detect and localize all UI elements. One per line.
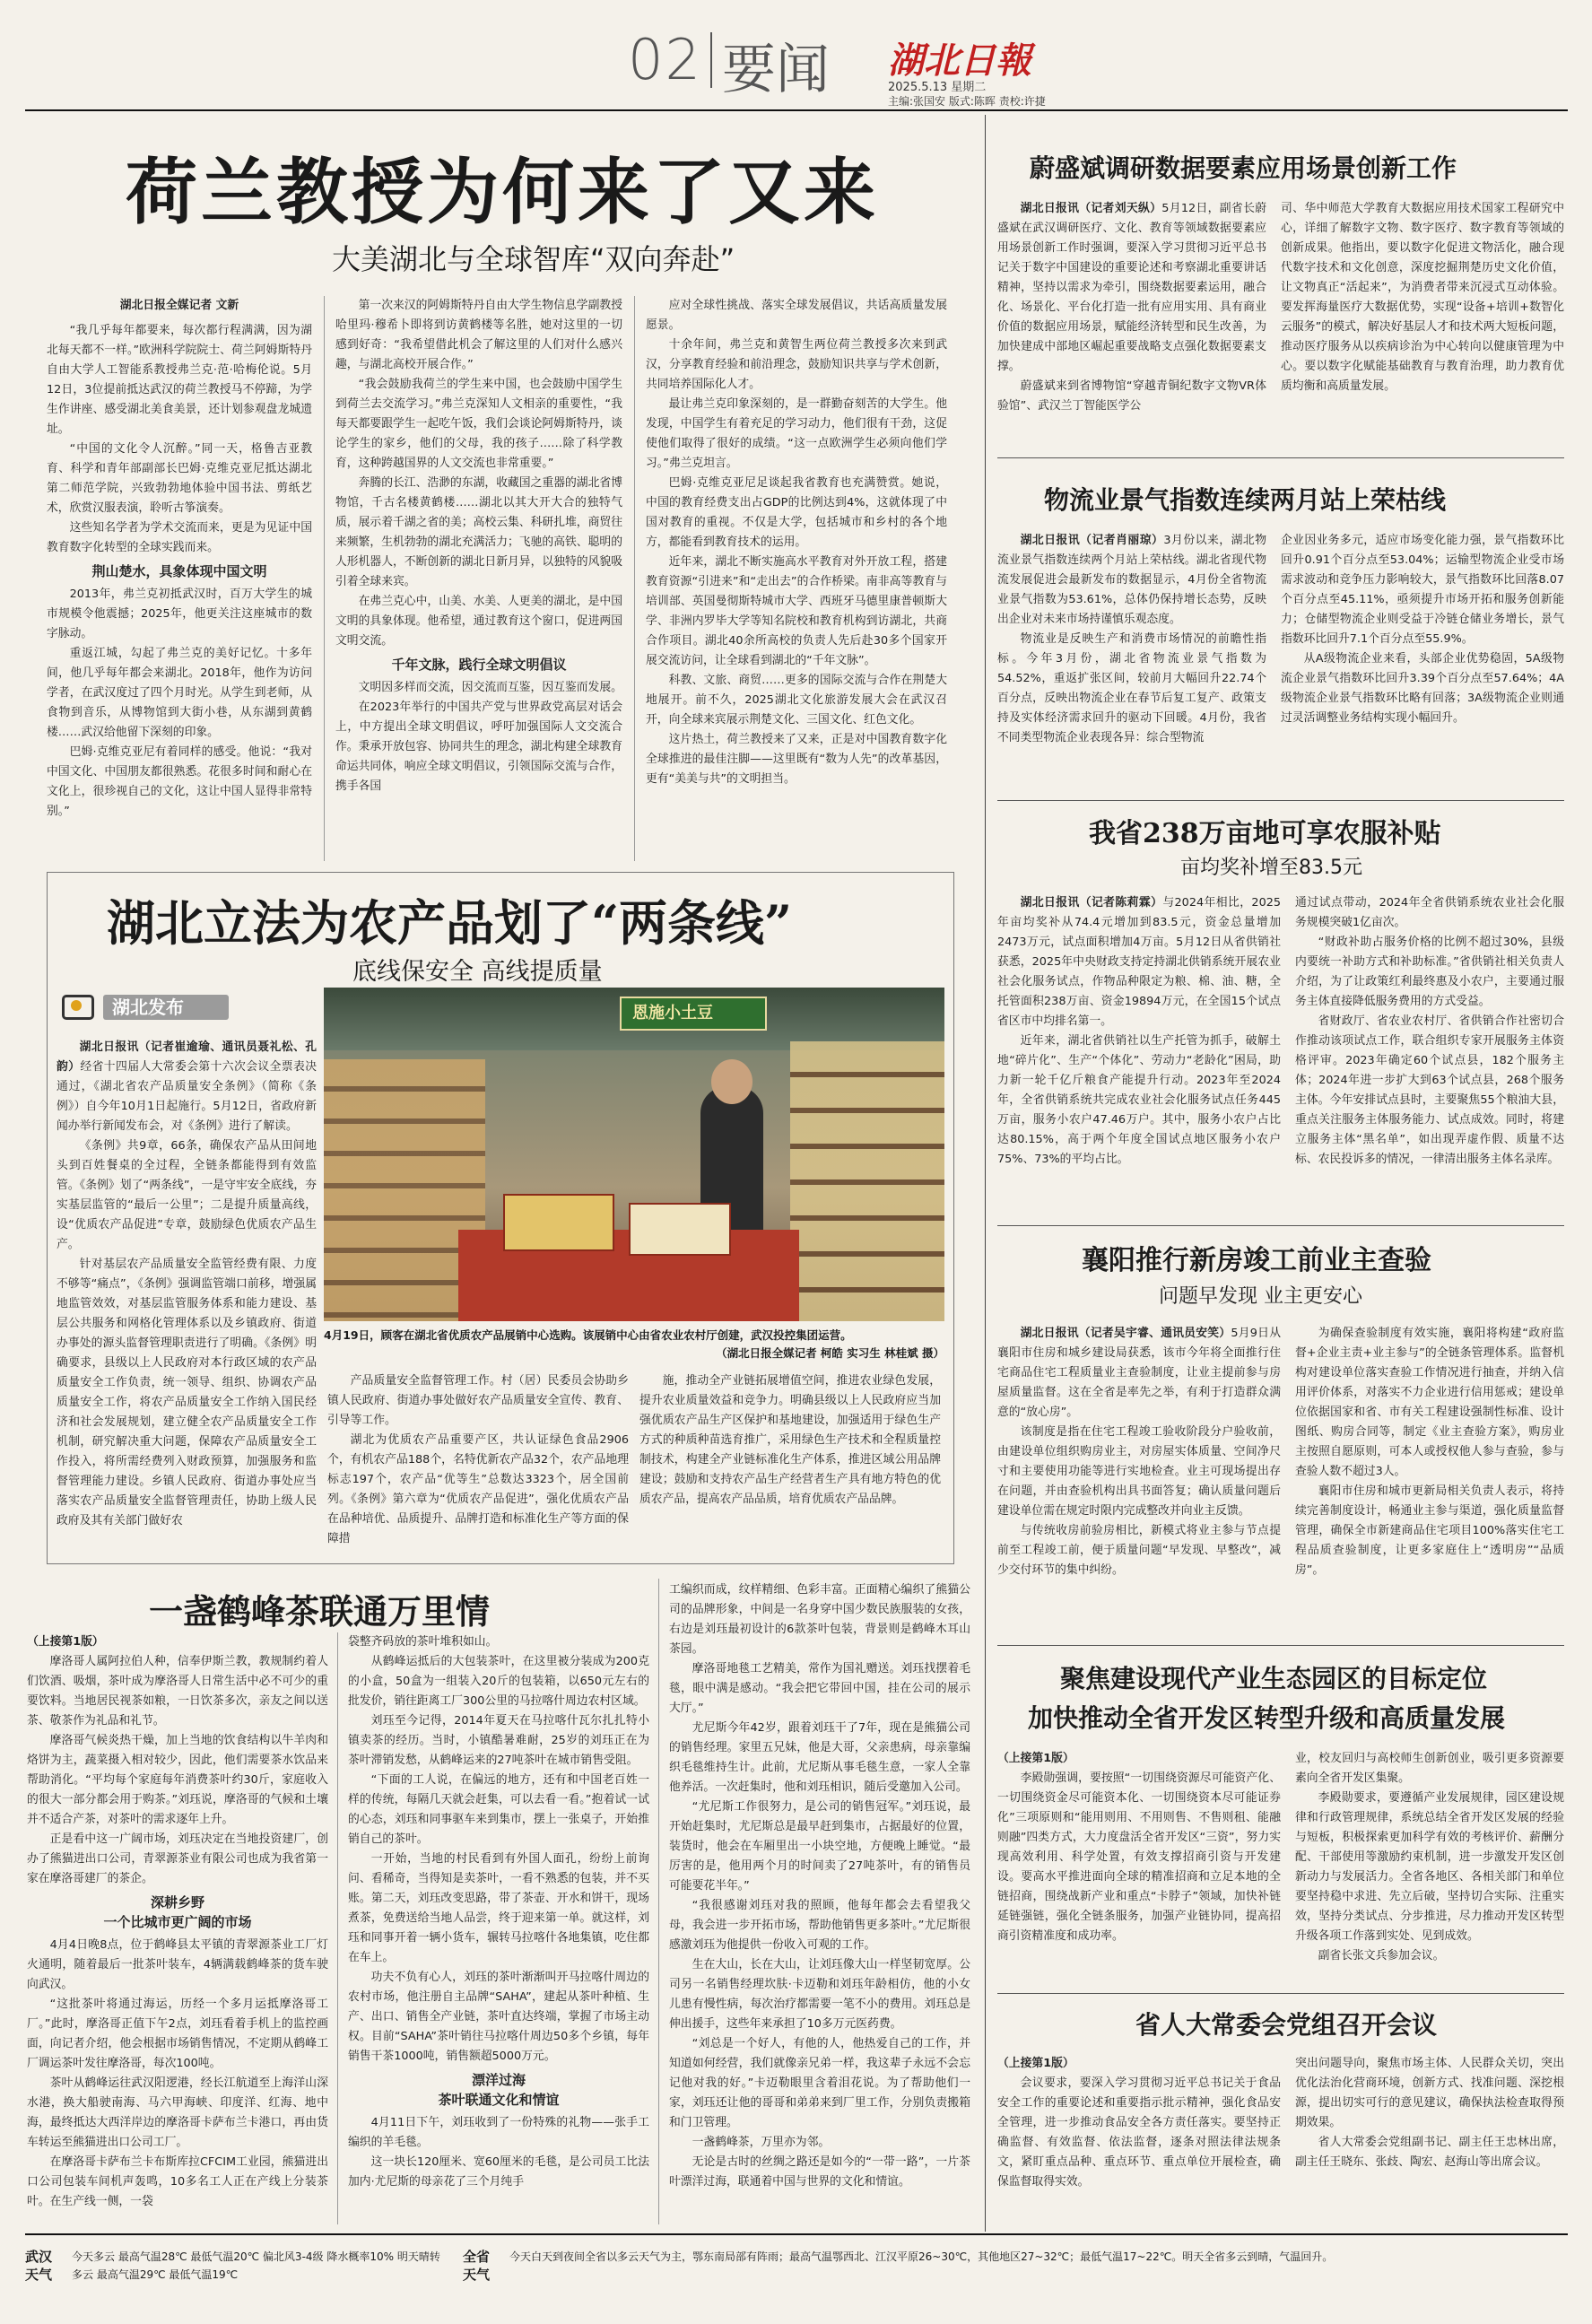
tea-paragraph: 刘珏至今记得，2014年夏天在马拉喀什瓦尔扎扎特小镇卖茶的经历。当时，小镇酷暑难耐，25岁的刘珏正在为茶叶滞销发愁，从鹤峰运来的27吨茶叶在城市销售受阻。 xyxy=(348,1714,649,1767)
continued-note: （上接第1版） xyxy=(997,1752,1074,1765)
lead-paragraph: 在弗兰克心中，山美、水美、人更美的湖北，是中国文明的具象体现。他希望，通过教育这个窗口，促进两国文明交流。 xyxy=(335,595,622,648)
tea-paragraph: 在摩洛哥卡萨布兰卡布斯库拉CFCIM工业园，熊猫进出口公司包装车间机声轰鸣，10多名工人正在产线上分装茶叶。在生产线一侧，一袋 xyxy=(27,2155,328,2208)
tea-col-rule xyxy=(337,1632,338,2224)
r5-title-line1: 聚焦建设现代产业生态园区的目标定位 xyxy=(1060,1664,1488,1693)
shelf-right xyxy=(790,1041,944,1321)
continued-note: （上接第1版） xyxy=(27,1635,104,1649)
law-column-2 xyxy=(327,1371,629,1556)
tea-subheading-a: 深耕乡野 xyxy=(150,1894,204,1911)
r2-column-1 xyxy=(997,531,1266,791)
r6-paragraph: 省人大常委会党组副书记、副主任王忠林出席，副主任王晓东、张歧、陶宏、赵海山等出席会议。 xyxy=(1295,2136,1564,2169)
r2-byline: 湖北日报讯（记者肖丽琼） xyxy=(1020,534,1164,547)
r4-paragraph: 该制度是指在住宅工程竣工验收阶段分户验收前，由建设单位组织购房业主，对房屋实体质量、空间净尺寸和主要使用功能等进行实地检查。业主可现场提出存在问题，并由查验机构出具书面答复；确认质量问题后建设单位需在规定时限内完成整改并向业主反馈。 xyxy=(997,1425,1281,1518)
lead-paragraph: 巴姆·克维克亚尼有着同样的感受。他说：“我对中国文化、中国朋友都很熟悉。花很多时间和耐心在文化上，很珍视自己的文化，这让中国人显得非常特别。” xyxy=(47,745,312,818)
law-subtitle: 底线保安全 高线提质量 xyxy=(352,958,603,986)
tea-paragraph: “刘总是一个好人，有他的人，他热爱自己的工作，并知道如何经营，我们就像亲兄弟一样，我这辈子永远不会忘记他对我的好。”卡迈勒眼里含着泪花说。为了帮助他们一家，刘珏还让他的哥哥和弟弟来到厂里工作，分别负责搬箱和门卫管理。 xyxy=(669,2037,970,2129)
tea-paragraph: 尤尼斯今年42岁，跟着刘珏干了7年，现在是熊猫公司的销售经理。家里五兄妹，他是大哥，父亲患病，母亲靠编织毛毯维持生计。此前，尤尼斯从事毛毯生意，一家人全靠他养活。一次赶集时，他和刘珏相识，随后受邀加入公司。 xyxy=(669,1721,970,1794)
r5-paragraph: 业，校友回归与高校师生创新创业，吸引更多资源要素向全省开发区集聚。 xyxy=(1295,1752,1564,1785)
lead-paragraph: 奔腾的长江、浩渺的东湖，收藏国之重器的湖北省博物馆，千古名楼黄鹤楼……湖北以其大开大合的独特气质，展示着千湖之省的美；高校云集、科研扎堆，商贸往来频繁，生机勃勃的湖北充满活力；飞驰的高铁、聪明的人形机器人，不断创新的湖北日新月异，以独特的风貌吸引着全球来宾。 xyxy=(335,476,622,588)
r4-column-1 xyxy=(997,1324,1281,1638)
r1-column-1 xyxy=(997,199,1266,448)
lead-paragraph: “中国的文化令人沉醉。”同一天，格鲁吉亚教育、科学和青年部副部长巴姆·克维克亚尼抵达湖北第二师范学院，兴致勃勃地体验中国书法、剪纸艺术，欣赏汉服表演，聆听古筝演奏。 xyxy=(47,442,312,515)
tea-paragraph: 从鹤峰运抵后的大包装茶叶，在这里被分装成为200克的小盒，50盒为一组装入20斤的包装箱，以650元左右的批发价，销往距离工厂300公里的马拉喀什周边农村区域。 xyxy=(348,1655,649,1708)
tea-title: 一盏鹤峰茶联通万里情 xyxy=(149,1591,491,1632)
r5-title-line2: 加快推动全省开发区转型升级和高质量发展 xyxy=(1028,1703,1506,1733)
r6-title: 省人大常委会党组召开会议 xyxy=(1135,2010,1438,2040)
r4-paragraph: 湖北日报讯（记者吴宇睿、通讯员安笑）5月9日从襄阳市住房和城乡建设局获悉，该市今年将全面推行住宅商品住宅工程质量业主查验制度，让业主提前参与房屋质量监督。这在全省是率先之举，有利于打造群众满意的“放心房”。 xyxy=(997,1327,1281,1419)
shopper-head xyxy=(711,1059,753,1104)
lead-paragraph: 近年来，湖北不断实施高水平教育对外开放工程，搭建教育资源“引进来”和“走出去”的合作桥梁。南非高等教育与培训部、英国曼彻斯特城市大学、西班牙马德里康普顿斯大学、非洲内罗毕大学等知名院校和教育机构到访湖北，共商合作项目。湖北40余所高校的负责人先后赴30多个国家开展交流访问，让全球看到湖北的“千年文脉”。 xyxy=(646,555,947,667)
tea-column-2 xyxy=(348,1632,649,2224)
lead-column-3 xyxy=(646,296,947,863)
lead-paragraph: 重返江城，勾起了弗兰克的美好记忆。十多年间，他几乎每年都会来湖北。2018年，他作为访问学者，在武汉度过了四个月时光。从学生到老师，从食物到音乐，从博物馆到大街小巷，从东湖到黄鹤楼……武汉给他留下深刻的印象。 xyxy=(47,647,312,739)
law-column-3 xyxy=(639,1371,941,1556)
r2-column-2 xyxy=(1281,531,1564,791)
r4-subtitle: 问题早发现 业主更安心 xyxy=(1159,1285,1362,1308)
lead-paragraph: “我几乎每年都要来，每次都行程满满，因为湖北每天都不一样。”欧洲科学院院士、荷兰阿姆斯特丹自由大学人工智能系教授弗兰克·范·哈梅伦说。5月12日，3位提前抵达武汉的荷兰教授马不停蹄，为学生作讲座、感受湖北美食美景，还计划参观盘龙城遗址。 xyxy=(47,324,312,436)
lead-column-2 xyxy=(335,296,622,863)
r5-paragraph: 李殿勋要求，要遵循产业发展规律，园区建设规律和行政管理规律，系统总结全省开发区发展的经验与短板，积极探索更加科学有效的考核评价、薪酬分配、干部使用等激励约束机制，进一步激发开发区创新动力与发展活力。全省各地区、各相关部门和单位要坚持稳中求进、先立后破，坚持切合实际、注重实效，坚持分类试点、分步推进，尽力推动开发区转型升级各项工作落到实处、见到成效。 xyxy=(1295,1791,1564,1943)
lead-paragraph: 2013年，弗兰克初抵武汉时，百万大学生的城市规模令他震撼；2025年，他更关注这座城市的数字脉动。 xyxy=(47,588,312,640)
tea-paragraph: 摩洛哥地毯工艺精美，常作为国礼赠送。刘珏找摆着毛毯，眼中满是感动。“我会把它带回中国，挂在公司的展示大厅。” xyxy=(669,1662,970,1715)
lead-subtitle: 大美湖北与全球智库“双向奔赴” xyxy=(332,242,735,276)
r5-column-2 xyxy=(1295,1749,1564,1988)
r2-rule xyxy=(997,800,1564,801)
lead-paragraph: 科教、文旅、商贸……更多的国际交流与合作在荆楚大地展开。前不久，2025湖北文化旅游发展大会在武汉召开，向全球来宾展示荆楚文化、三国文化、红色文化。 xyxy=(646,674,947,727)
r4-paragraph: 襄阳市住房和城市更新局相关负责人表示，将持续完善制度设计，畅通业主参与渠道，强化质量监督管理，确保全市新建商品住宅项目100%落实住宅工程品质查验制度，让更多家庭住上“透明房”“品质房”。 xyxy=(1295,1484,1564,1577)
lead-paragraph: 第一次来汉的阿姆斯特丹自由大学生物信息学副教授哈里玛·穆希卜即将到访黄鹤楼等名胜，她对这里的一切感到好奇：“我希望借此机会了解这里的人们对什么感兴趣，与湖北高校开展合作。” xyxy=(335,299,622,371)
r2-paragraph: 湖北日报讯（记者肖丽琼）3月份以来，湖北物流业景气指数连续两个月站上荣枯线。湖北省现代物流发展促进会最新发布的数据显示，4月份全省物流业景气指数为53.61%，总体仍保持增长态势，反映出企业对未来市场持谨慎乐观态度。 xyxy=(997,534,1266,626)
lead-paragraph: 这些知名学者为学术交流而来，更是为见证中国教育数字化转型的全球实践而来。 xyxy=(47,521,312,554)
r1-rule xyxy=(997,457,1564,458)
tea-paragraph: 摩洛哥人属阿拉伯人种，信奉伊斯兰教，教规制约着人们饮酒、吸烟，茶叶成为摩洛哥人日常生活中必不可少的重要饮料。当地居民视茶如粮，一日饮茶多次，亲友之间以送茶、敬茶作为礼品和礼节。 xyxy=(27,1655,328,1728)
r3-paragraph: 省财政厅、省农业农村厅、省供销合作社密切合作推动该项试点工作，联合组织专家开展服务主体资格评审。2023年确定60个试点县，182个服务主体；2024年进一步扩大到63个试点县，268个服务主体。今年安排试点县时，主要聚焦55个粮油大县，重点关注服务主体服务能力、试点成效。同时，将建立服务主体“黑名单”，如出现弄虚作假、质量不达标、农民投诉多的情况，一律清出服务主体名录库。 xyxy=(1295,1014,1564,1166)
lead-byline: 湖北日报全媒记者 文新 xyxy=(119,299,239,312)
gift-box xyxy=(629,1203,731,1256)
tea-paragraph: 一盏鹤峰茶，万里亦为邻。 xyxy=(692,2136,831,2149)
gift-box xyxy=(503,1194,614,1251)
lead-paragraph: “我会鼓励我荷兰的学生来中国，也会鼓励中国学生到荷兰去交流学习。”弗兰克深知人文相亲的重要性，“我每天都要跟学生一起吃午饭，我们会谈论阿姆斯特丹，谈论学生的家乡，他们的父母，我的孩子……除了科学教育，这种跨越国界的人文交流也非常重要。” xyxy=(335,378,622,470)
r3-paragraph: “财政补助占服务价格的比例不超过30%，县级内要统一补助方式和补助标准。”省供销社相关负责人介绍，为了让政策红利最终惠及小农户，主要通过服务主体直接降低服务费用的方式受益。 xyxy=(1295,936,1564,1008)
r2-title: 物流业景气指数连续两月站上荣枯线 xyxy=(1044,485,1447,515)
tea-paragraph: 4月4日晚8点，位于鹤峰县太平镇的青翠源茶业工厂灯火通明，随着最后一批茶叶装车，4辆满载鹤峰茶的货车驶向武汉。 xyxy=(27,1938,328,1991)
law-paragraph: 《条例》共9章，66条，确保农产品从田间地头到百姓餐桌的全过程，全链条都能得到有效监管。《条例》划了“两条线”，一是守牢安全底线，夯实基层监管的“最后一公里”；二是提升质量高线，设“优质农产品促进”专章，鼓励绿色优质农产品生产。 xyxy=(57,1139,317,1251)
law-paragraph: 湖北为优质农产品重要产区，共认证绿色食品2906个，有机农产品188个，名特优新农产品32个，农产品地理标志197个，农产品“优等生”总数达3323个，居全国前列。《条例》第六章为“优质农产品促进”，强化优质农产品在品种培优、品质提升、品牌打造和标准化生产等方面的保障措 xyxy=(327,1433,629,1545)
lead-paragraph: 这片热土，荷兰教授来了又来，正是对中国教育数字化全球推进的最佳注脚——这里既有“数为人先”的改革基因，更有“美美与共”的文明担当。 xyxy=(646,733,947,786)
tea-paragraph: 这一块长120厘米、宽60厘米的毛毯，是公司员工比法加内·尤尼斯的母亲花了三个月纯手 xyxy=(348,2155,649,2189)
r2-paragraph: 物流业是反映生产和消费市场情况的前瞻性指标。今年3月份，湖北省物流业景气指数为54.52%，重返扩张区间，较前月大幅回升22.74个百分点，反映出物流企业在春节后复工复产、政策支持及实体经济需求回升的驱动下回暖。4月份，我省不同类型物流企业表现各异：综合型物流 xyxy=(997,632,1266,744)
tea-paragraph: “尤尼斯工作很努力，是公司的销售冠军。”刘珏说，最开始赶集时，尤尼斯总是最早赶到集市，占据最好的位置，装货时，他会在车厢里出一小块空地，方便晚上睡觉。“最厉害的是，他用两个月的时间卖了27吨茶叶，有的销售员可能要花半年。” xyxy=(669,1800,970,1893)
tea-paragraph: 无论是古时的丝绸之路还是如今的“一带一路”，一片茶叶漂洋过海，联通着中国与世界的文化和情谊。 xyxy=(669,2155,970,2189)
r3-paragraph: 通过试点带动，2024年全省供销系统农业社会化服务规模突破1亿亩次。 xyxy=(1295,896,1564,929)
r6-paragraph: 突出问题导向，聚焦市场主体、人民群众关切，突出优化法治化营商环境，创新方式、找准问题、深挖根源，提出切实可行的意见建议，确保执法检查取得预期效果。 xyxy=(1295,2057,1564,2129)
tea-paragraph: 一开始，当地的村民看到有外国人面孔，纷纷上前询问、看稀奇，当得知是卖茶叶，一看不熟悉的包装，并不买账。第二天，刘珏改变思路，带了茶壶、开水和饼干，现场煮茶，免费送给当地人品尝，终于迎来第一单。就这样，刘珏和同事开着一辆小货车，辗转马拉喀什各地集镇，吃住都在车上。 xyxy=(348,1852,649,1964)
tea-paragraph: “我很感谢刘珏对我的照顾，他每年都会去看望我父母，我会进一步开拓市场，帮助他销售更多茶叶。”尤尼斯很感激刘珏为他提供一份收入可观的工作。 xyxy=(669,1899,970,1952)
masthead xyxy=(0,0,1592,106)
r3-paragraph: 近年来，湖北省供销社以生产托管为抓手，破解土地“碎片化”、生产“个体化”、劳动力“老龄化”困局，助力新一轮千亿斤粮食产能提升行动。2023年至2024年，全省供销系统共完成农业社会化服务试点任务445万亩，服务小农户47.46万户。其中，服务小农户占比达80.15%，高于两个年度全国试点地区服务小农户75%、73%的平均占比。 xyxy=(997,1034,1281,1166)
tea-paragraph: 4月11日下午，刘珏收到了一份特殊的礼物——张手工编织的羊毛毯。 xyxy=(348,2116,649,2149)
lead-paragraph: 在2023年举行的中国共产党与世界政党高层对话会上，中方提出全球文明倡议，呼吁加强国际人文交流合作。秉承开放包容、协同共生的理念，湖北构建全球教育命运共同体，响应全球文明倡议，引领国际交流与合作，携手各国 xyxy=(335,701,622,793)
caption-text: 4月19日，顾客在湖北省优质农产品展销中心选购。该展销中心由省农业农村厅创建，武汉投控集团运营。 xyxy=(324,1328,852,1342)
tea-paragraph: “下面的工人说，在偏远的地方，还有和中国老百姓一样的传统，每隔几天就会赶集，可以去看一看。”抱着试一试的心态，刘珏和同事驱车来到集市，摆上一张桌子，开始推销自己的茶叶。 xyxy=(348,1773,649,1846)
photo-caption xyxy=(324,1327,944,1362)
lead-col-rule xyxy=(634,296,635,861)
lead-subheading-a: 荆山楚水，具象体现中国文明 xyxy=(91,563,267,579)
r4-byline: 湖北日报讯（记者吴宇睿、通讯员安笑） xyxy=(1020,1327,1231,1340)
r6-column-1 xyxy=(997,2054,1281,2224)
masthead-rule xyxy=(25,109,1568,111)
store-sign-text: 恩施小土豆 xyxy=(632,1004,713,1023)
lead-paragraph: 文明因多样而交流，因交流而互鉴，因互鉴而发展。 xyxy=(358,681,622,694)
weather-footer xyxy=(25,2241,1568,2312)
tea-paragraph: 摩洛哥气候炎热干燥，加上当地的饮食结构以牛羊肉和烙饼为主，蔬菜摄入相对较少，因此，他们需要茶水饮品来帮助消化。“平均每个家庭每年消费茶叶约30斤，家庭收入的很大一部分都会用于购茶。”刘珏说，摩洛哥的气候和土壤并不适合产茶，对茶叶的需求逐年上升。 xyxy=(27,1734,328,1826)
law-column-1 xyxy=(57,1038,317,1554)
section-name: 要闻 xyxy=(722,39,830,101)
tea-paragraph: 功夫不负有心人，刘珏的茶叶渐渐叫开马拉喀什周边的农村市场，他注册自主品牌“SAHA”，建起从茶叶种植、生产、出口、销售全产业链，茶叶直达终端，掌握了市场主动权。目前“SAHA”茶叶销往马拉喀什周边50多个乡镇，每年销售干茶1000吨，销售额超5000万元。 xyxy=(348,1971,649,2063)
r3-rule xyxy=(997,1225,1564,1226)
law-box xyxy=(47,872,954,1564)
r3-column-1 xyxy=(997,893,1281,1216)
r4-rule xyxy=(997,1645,1564,1646)
lead-paragraph: 十余年间，弗兰克和黄智生两位荷兰教授多次来到武汉，分享教育经验和前沿理念，鼓励知识共享与学术创新，共同培养国际化人才。 xyxy=(646,338,947,391)
paper-logo: 湖北日報 xyxy=(888,39,1031,82)
lead-paragraph: 最让弗兰克印象深刻的，是一群勤奋刻苦的大学生。他发现，中国学生有着充足的学习动力，他们很有干劲，这促使他们取得了很好的成绩。“这一点欧洲学生必须向他们学习。”弗兰克坦言。 xyxy=(646,397,947,470)
r2-paragraph: 从A级物流企业来看，头部企业优势稳固，5A级物流企业景气指数环比回升3.39个百分点至57.64%；4A级物流企业景气指数环比略有回落；3A级物流企业则通过灵活调整业务结构实现小幅回升。 xyxy=(1281,652,1564,725)
tea-paragraph: 生在大山，长在大山，让刘珏像大山一样坚韧宽厚。公司另一名销售经理坎肤·卡迈勒和刘珏年龄相仿，他的小女儿患有慢性病，每次治疗都需要一笔不小的费用。刘珏总是伸出援手，这些年来承担了10多万元医药费。 xyxy=(669,1958,970,2031)
r1-byline: 湖北日报讯（记者刘天纵） xyxy=(1020,202,1162,215)
wuhan-weather-text: 今天多云 最高气温28℃ 最低气温20℃ 偏北风3-4级 降水概率10% 明天晴转多云 最高气温29℃ 最低气温19℃ xyxy=(72,2250,440,2281)
province-weather-text: 今天白天到夜间全省以多云天气为主，鄂东南局部有阵雨；最高气温鄂西北、江汉平原26~30℃，其他地区27~32℃；最低气温17~22℃。明天全省多云到晴，气温回升。 xyxy=(509,2250,1334,2263)
law-paragraph: 针对基层农产品质量安全监管经费有限、力度不够等“痛点”，《条例》强调监管端口前移，增强属地监管效效，对基层监管服务体系和能力建设、基层公共服务和网格化管理体系以及乡镇政府、街道办事处的源头监督管理职责进行了明确。《条例》明确要求，县级以上人民政府对本行政区域的农产品质量安全工作负责，统一领导、组织、协调农产品质量安全工作，将农产品质量安全工作纳入国民经济和社会发展规划，建立健全农产品质量安全工作机制，研究解决重大问题，保障农产品质量安全工作投入，将所需经费列入财政预算，加强服务和监督管理能力建设。乡镇人民政府、街道办事处应当落实农产品质量安全监督管理责任，协助上级人民政府及其有关部门做好农 xyxy=(57,1258,317,1528)
law-photo xyxy=(324,988,944,1321)
r5-paragraph: 副省长张文兵参加会议。 xyxy=(1318,1949,1445,1963)
r5-column-1 xyxy=(997,1749,1281,1988)
r5-paragraph: 李殿勋强调，要按照“一切围绕资源尽可能资产化、一切围绕资金尽可能资本化、一切围绕资本尽可能证券化”三项原则和“能用则用、不用则售、不售则租、能融则融”四类方式，大力度盘活全省开发区“三资”，努力实现高效利用、科学处置，有效支撑招商引资与开发建设。要高水平推进面向全球的精准招商和立足本地的全链招商，围绕战新产业和重点“卡脖子”领域，加快补链延链强链，强化全链条服务，加强产业链协同，提高招商引资精准度和成功率。 xyxy=(997,1771,1281,1943)
r1-paragraph: 司、华中师范大学教育大数据应用技术国家工程研究中心，详细了解数字文物、数字医疗、数字教育等领域的创新成果。他指出，要以数字化促进文物活化，融合现代数字技术和文化创意，深度挖掘荆楚历史文化价值，让文物真正“活起来”，为消费者带来沉浸式互动体验。要发挥海量医疗大数据优势，实现“设备+培训+数智化云服务”的模式，解决好基层人才和技术两大短板问题，推动医疗服务从以疾病诊治为中心转向以健康管理为中心。要以数字化赋能基础教育与教育治理，助力教育优质均衡和高质量发展。 xyxy=(1281,202,1564,393)
tea-paragraph: 工编织而成，纹样精细、色彩丰富。正面精心编织了熊猫公司的品牌形象，中间是一名身穿中国少数民族服装的女孩，右边是刘珏最初设计的6款茶叶包装，背景则是鹤峰木耳山茶园。 xyxy=(669,1583,970,1656)
tea-paragraph: 正是看中这一广阔市场，刘珏决定在当地投资建厂，创办了熊猫进出口公司，青翠源茶业有限公司也成为我省第一家在摩洛哥建厂的茶企。 xyxy=(27,1832,328,1885)
editors-line: 主编:张国安 版式:陈晖 责校:许捷 xyxy=(888,95,1046,108)
r3-subtitle: 亩均奖补增至83.5元 xyxy=(1180,857,1362,879)
tea-paragraph: 袋整齐码放的茶叶堆积如山。 xyxy=(348,1635,498,1649)
r1-column-2 xyxy=(1281,199,1564,448)
tea-subheading-b: 漂洋过海 xyxy=(471,2072,526,2088)
lead-paragraph: 应对全球性挑战、落实全球发展倡议，共话高质量发展愿景。 xyxy=(646,299,947,332)
r1-paragraph: 湖北日报讯（记者刘天纵）5月12日，副省长蔚盛斌在武汉调研医疗、文化、教育等领域数据要素应用场景创新工作时强调，要深入学习贯彻习近平总书记关于数字中国建设的重要论述和考察湖北重要讲话精神，坚持以需求为牵引，围绕数据要素运用，融合化、场景化、平台化打造一批有应用实用、具有商业价值的数据应用场景，赋能经济转型和民生改善，为加快建成中部地区崛起重要战略支点强化数据要素支撑。 xyxy=(997,202,1266,373)
tea-subheading-b2: 茶叶联通文化和情谊 xyxy=(438,2092,560,2108)
tea-paragraph: 茶叶从鹤峰运往武汉阳逻港，经长江航道至上海洋山深水港，换大船驶南海、马六甲海峡、印度洋、红海、地中海，最终抵达大西洋岸边的摩洛哥卡萨布兰卡港口，再由货车转运至熊猫进出口公司工厂。 xyxy=(27,2076,328,2149)
masthead-bar xyxy=(710,32,712,88)
law-byline: 湖北日报讯（记者崔逾瑜、通讯员聂礼松、孔韵） xyxy=(57,1040,317,1074)
tea-paragraph: “这批茶叶将通过海运，历经一个多月运抵摩洛哥工厂。”此时，摩洛哥正值下午2点，刘珏看着手机上的监控画面，向记者介绍，他会根据市场销售情况，不定期从鹤峰工厂调运茶叶发往摩洛哥，每次100吨。 xyxy=(27,1998,328,2070)
r6-paragraph: 会议要求，要深入学习贯彻习近平总书记关于食品安全工作的重要论述和重要指示批示精神，强化食品安全管理，进一步推动食品安全各方责任落实。要坚持正确监督、有效监督、依法监督，逐条对照法律法规条文，紧盯重点品种、重点环节、重点单位开展检查，确保监督取得实效。 xyxy=(997,2076,1281,2189)
r3-paragraph: 湖北日报讯（记者陈莉霖）与2024年相比，2025年亩均奖补从74.4元增加到83.5元，资金总量增加2473万元，试点面积增加4万亩。5月12日从省供销社获悉，2025年中央财政支持定持湖北供销系统开展农业社会化服务试点，作物品种限定为粮、棉、油、糖，全托管面积238万亩、资金19894万元，在全国15个试点省区市中均排名第一。 xyxy=(997,896,1281,1028)
hubei-release-tag xyxy=(57,989,326,1025)
r1-title: 蔚盛斌调研数据要素应用场景创新工作 xyxy=(1030,153,1457,183)
tea-subheading-a2: 一个比城市更广阔的市场 xyxy=(103,1914,252,1930)
tea-column-3 xyxy=(669,1580,970,2224)
law-paragraph: 湖北日报讯（记者崔逾瑜、通讯员聂礼松、孔韵）经省十四届人大常委会第十六次会议全票表决通过，《湖北省农产品质量安全条例》（简称《条例》）自今年10月1日起施行。5月12日，省政府新闻办举行新闻发布会，对《条例》进行了解读。 xyxy=(57,1040,317,1133)
r4-column-2 xyxy=(1295,1324,1564,1638)
page-number: 02 xyxy=(628,27,702,92)
r3-title: 我省238万亩地可享农服补贴 xyxy=(1089,818,1441,849)
r3-byline: 湖北日报讯（记者陈莉霖） xyxy=(1020,896,1163,910)
law-paragraph: 产品质量安全监督管理工作。村（居）民委员会协助乡镇人民政府、街道办事处做好农产品质量安全宣传、教育、引导等工作。 xyxy=(327,1374,629,1427)
r5-rule xyxy=(997,1993,1564,1994)
r4-paragraph: 为确保查验制度有效实施，襄阳将构建“政府监督+企业主责+业主参与”的全链条管理体系。监督机构对建设单位落实查验工作情况进行抽查，并纳入信用评价体系，对落实不力企业进行信用惩戒；建设单位依据国家和省、市有关工程建设强制性标准、设计图纸、购房合同等，制定《业主查验方案》，购房业主按照自愿原则，可本人或授权他人参与查验，参与查验人数不超过3人。 xyxy=(1295,1327,1564,1478)
r4-paragraph: 与传统收房前验房相比，新模式将业主参与节点提前至工程竣工前，便于质量问题“早发现、早整改”，减少交付环节的集中纠纷。 xyxy=(997,1524,1281,1577)
photo-credit: （湖北日报全媒记者 柯皓 实习生 林桂斌 摄） xyxy=(716,1346,944,1360)
continued-note: （上接第1版） xyxy=(997,2057,1074,2070)
lead-col-rule xyxy=(324,296,325,861)
r6-column-2 xyxy=(1295,2054,1564,2224)
tea-column-1 xyxy=(27,1632,328,2224)
issue-date: 2025.5.13 星期二 xyxy=(888,81,987,94)
lead-column-1 xyxy=(47,296,312,863)
province-weather-label: 全省 天气 xyxy=(463,2249,491,2283)
law-title: 湖北立法为农产品划了“两条线” xyxy=(107,894,793,952)
r1-paragraph: 蔚盛斌来到省博物馆“穿越青铜纪数字文物VR体验馆”、武汉兰丁智能医学公 xyxy=(997,379,1266,413)
law-paragraph: 施，推动全产业链拓展增值空间，推进农业绿色发展，提升农业质量效益和竞争力。明确县级以上人民政府应当加强优质农产品生产区保护和基地建设，加强适用于绿色生产方式的种质种苗选育推广，采用绿色生产技术和全程质量控制技术，构建全产业链标准化生产体系，推进区域公用品牌建设；鼓励和支持农产品生产经营者生产具有地方特色的优质农产品，提高农产品品质，培育优质农产品品牌。 xyxy=(639,1374,941,1506)
footer-rule xyxy=(25,2233,1568,2235)
tea-col-rule xyxy=(658,1579,659,2224)
lead-subheading-b: 千年文脉，践行全球文明倡议 xyxy=(391,657,567,673)
r3-column-2 xyxy=(1295,893,1564,1216)
r4-title: 襄阳推行新房竣工前业主查验 xyxy=(1082,1245,1431,1276)
wuhan-weather-label: 武汉 天气 xyxy=(25,2249,53,2283)
tag-label: 湖北发布 xyxy=(112,997,184,1018)
lead-paragraph: 巴姆·克维克亚尼足谈起我省教育也充满赞赏。她说，中国的教育经费支出占GDP的比例达到4%，这就体现了中国对教育的重视。不仅是大学，包括城市和乡村的各个地方，都能看到教育技术的运用。 xyxy=(646,476,947,549)
lead-title: 荷兰教授为何来了又来 xyxy=(126,150,879,234)
page-divider xyxy=(985,115,986,2232)
r2-paragraph: 企业因业务多元，适应市场变化能力强，景气指数环比回升0.91个百分点至53.04%；运输型物流企业受市场需求波动和竞争压力影响较大，景气指数环比回落8.07个百分点至45.11%，亟须提升市场开拓和服务创新能力；仓储型物流企业则受益于冷链仓储业务增长，景气指数环比回升7.1个百分点至55.9%。 xyxy=(1281,534,1564,646)
